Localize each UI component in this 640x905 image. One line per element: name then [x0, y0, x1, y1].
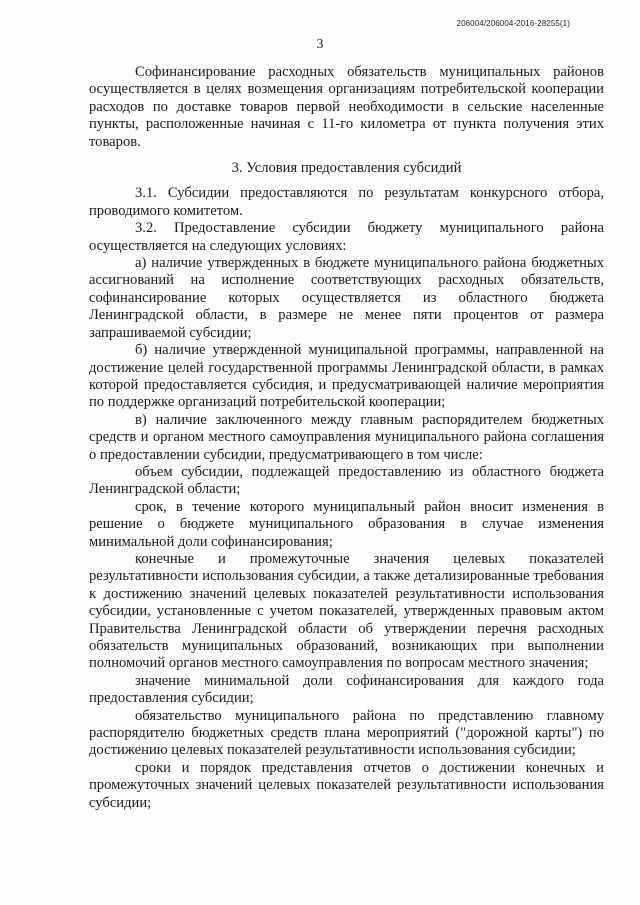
paragraph-volume: объем субсидии, подлежащей предоставлению из областного бюджета Ленинградской области; [89, 463, 604, 498]
document-id: 206004/206004-2016-28255(1) [456, 19, 570, 28]
paragraph-min-share: значение минимальной доли софинансирования для каждого года предоставления субсидии; [89, 672, 604, 707]
page-number: 3 [316, 37, 324, 52]
paragraph-b: б) наличие утвержденной муниципальной программы, направленной на достижение целей государственной программы Ленинградской области, в рамках которой предоставляется субсидия, и предусматривающей наличие мероприятия по поддержке организаций потребительской кооперации; [89, 342, 604, 411]
paragraph-3-1: 3.1. Субсидии предоставляются по результатам конкурсного отбора, проводимого комитетом. [89, 185, 604, 219]
paragraph-3-2: 3.2. Предоставление субсидии бюджету муниципального района осуществляется на следующих условиях: [89, 220, 604, 254]
document-body [89, 64, 604, 812]
section-title: 3. Условия предоставления субсидий [231, 160, 462, 177]
paragraph-a: а) наличие утвержденных в бюджете муниципального района бюджетных ассигнований на исполнение соответствующих расходных обязательств, софинансирование которых осуществляется из областного бюджета Ленинградской области, в размере не менее пяти процентов от размера запрашиваемой субсидии; [89, 255, 604, 341]
paragraph-reports: сроки и порядок представления отчетов о достижении конечных и промежуточных значений целевых показателей результативности использования субсидии; [89, 759, 604, 811]
intro-paragraph: Софинансирование расходных обязательств муниципальных районов осуществляется в целях возмещения организациям потребительской кооперации расходов по доставке товаров первой необходимости в сельские населенные пункты, расположенные начиная с 11-го километра от пункта получения этих товаров. [89, 64, 604, 150]
paragraph-obligation: обязательство муниципального района по представлению главному распорядителю бюджетных средств плана мероприятий ("дорожной карты") по достижению целевых показателей результативности использования субсидии; [89, 707, 604, 759]
paragraph-values: конечные и промежуточные значения целевых показателей результативности использования субсидии, а также детализированные требования к достижению значений целевых показателей результативности использования субсидии, установленные с учетом показателей, утвержденных правовым актом Правительства Ленинградской области об утверждении перечня расходных обязательств муниципальных образований, возникающих при выполнении полномочий органов местного самоуправления по вопросам местного значения; [89, 550, 604, 672]
paragraph-v: в) наличие заключенного между главным распорядителем бюджетных средств и органом местного самоуправления муниципального района соглашения о предоставлении субсидии, предусматривающего в том числе: [89, 411, 604, 463]
paragraph-term: срок, в течение которого муниципальный район вносит изменения в решение о бюджете муниципального образования в случае изменения минимальной доли софинансирования; [89, 498, 604, 550]
